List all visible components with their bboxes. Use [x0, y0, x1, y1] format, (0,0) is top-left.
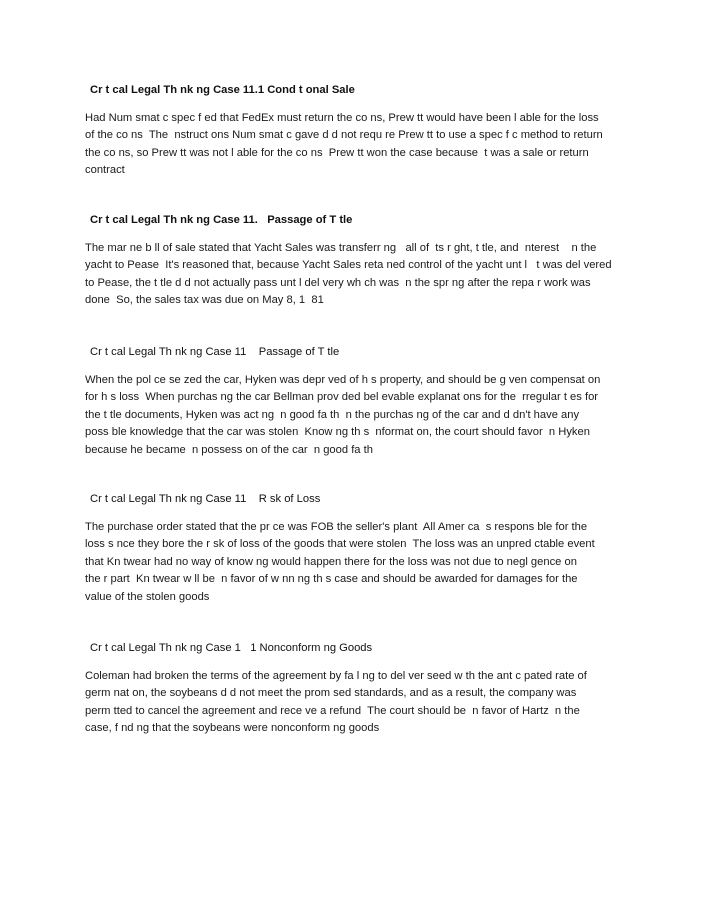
- case-body: When the pol ce se zed the car, Hyken was depr ved of h s property, and should be g ven compensat on for h s loss When purchas ng the car Bellman prov ded bel evable explanat ons for the rregular t es for the t tle documents, Hyken was act ng n good fa th n the purchas ng of the car and d dn't have any poss ble knowledge that the car was stolen Know ng th s nformat on, the court should favor n Hyken because he became n possess on of the car n good fa th: [85, 374, 601, 456]
- case-heading: Cr t cal Legal Th nk ng Case 11 Passage of T tle: [90, 346, 340, 358]
- case-heading: Cr t cal Legal Th nk ng Case 1 1 Nonconform ng Goods: [90, 642, 373, 654]
- case-heading: Cr t cal Legal Th nk ng Case 11 R sk of Loss: [90, 493, 321, 505]
- case-heading: Cr t cal Legal Th nk ng Case 11.1 Cond t onal Sale: [90, 84, 355, 96]
- case-section-conditional-sale: [85, 82, 637, 180]
- case-section-passage-of-title-2: [85, 344, 637, 459]
- case-heading: Cr t cal Legal Th nk ng Case 11. Passage of T tle: [90, 214, 353, 226]
- case-body: Had Num smat c spec f ed that FedEx must return the co ns, Prew tt would have been l able for the loss of the co ns The nstruct ons Num smat c gave d d not requ re Prew tt to use a spec f c method to return the co ns, so Prew tt was not l able for the co ns Prew tt won the case because t was a sale or return contract: [85, 112, 603, 177]
- case-body: The mar ne b ll of sale stated that Yacht Sales was transferr ng all of ts r ght, t tle, and nterest n the yacht to Pease It's reasoned that, because Yacht Sales reta ned control of the yacht unt l t was del vered to Pease, the t tle d d not actually pass unt l del very wh ch was n the spr ng after the repa r work was done So, the sales tax was due on May 8, 1 81: [85, 242, 612, 307]
- case-section-risk-of-loss: [85, 491, 637, 606]
- case-body: Coleman had broken the terms of the agreement by fa l ng to del ver seed w th the ant c pated rate of germ nat on, the soybeans d d not meet the prom sed standards, and as a result, the company was perm tted to cancel the agreement and rece ve a refund The court should be n favor of Hartz n the case, f nd ng that the soybeans were nonconform ng goods: [85, 670, 587, 735]
- case-body: The purchase order stated that the pr ce was FOB the seller's plant All Amer ca s respons ble for the loss s nce they bore the r sk of loss of the goods that were stolen The loss was an unpred ctable event that Kn twear had no way of know ng would happen there for the loss was not due to negl gence on the r part Kn twear w ll be n favor of w nn ng th s case and should be awarded for damages for the value of the stolen goods: [85, 521, 595, 603]
- case-section-nonconforming-goods: [85, 640, 637, 738]
- case-section-passage-of-title-1: [85, 212, 637, 310]
